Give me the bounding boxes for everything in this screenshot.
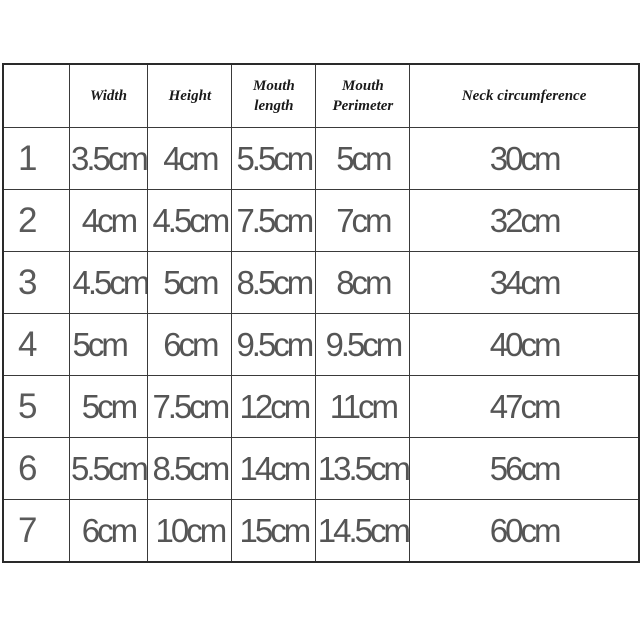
header-width: Width: [69, 64, 148, 128]
height-cell: 6cm: [148, 314, 232, 376]
mouth-length-cell: 7.5cm: [232, 190, 316, 252]
height-cell: 5cm: [148, 252, 232, 314]
neck-circumference-cell: 40cm: [410, 314, 639, 376]
header-mouth-perimeter: Mouth Perimeter: [316, 64, 410, 128]
mouth-perimeter-cell: 7cm: [316, 190, 410, 252]
neck-circumference-cell: 34cm: [410, 252, 639, 314]
mouth-perimeter-cell: 9.5cm: [316, 314, 410, 376]
height-cell: 8.5cm: [148, 438, 232, 500]
row-index: 6: [3, 438, 69, 500]
width-cell: 5cm: [69, 376, 148, 438]
header-neck-circumference: Neck circumference: [410, 64, 639, 128]
width-cell: 4.5cm: [69, 252, 148, 314]
neck-circumference-cell: 47cm: [410, 376, 639, 438]
header-index-cell: [3, 64, 69, 128]
table-row: [3, 376, 639, 438]
table-row: [3, 314, 639, 376]
mouth-length-cell: 12cm: [232, 376, 316, 438]
header-height: Height: [148, 64, 232, 128]
row-index: 4: [3, 314, 69, 376]
neck-circumference-cell: 56cm: [410, 438, 639, 500]
height-cell: 7.5cm: [148, 376, 232, 438]
neck-circumference-cell: 60cm: [410, 500, 639, 563]
mouth-length-cell: 8.5cm: [232, 252, 316, 314]
row-index: 3: [3, 252, 69, 314]
mouth-perimeter-cell: 5cm: [316, 128, 410, 190]
header-mouth-length: Mouth length: [232, 64, 316, 128]
row-index: 7: [3, 500, 69, 563]
mouth-perimeter-cell: 14.5cm: [316, 500, 410, 563]
mouth-perimeter-cell: 8cm: [316, 252, 410, 314]
row-index: 1: [3, 128, 69, 190]
row-index: 2: [3, 190, 69, 252]
neck-circumference-cell: 32cm: [410, 190, 639, 252]
mouth-length-cell: 9.5cm: [232, 314, 316, 376]
table-row: [3, 500, 639, 563]
height-cell: 10cm: [148, 500, 232, 563]
size-chart-table: [2, 63, 640, 563]
table-row: [3, 190, 639, 252]
table-row: [3, 252, 639, 314]
width-cell: 5cm: [69, 314, 148, 376]
mouth-length-cell: 5.5cm: [232, 128, 316, 190]
header-row: [3, 64, 639, 128]
mouth-perimeter-cell: 11cm: [316, 376, 410, 438]
width-cell: 6cm: [69, 500, 148, 563]
neck-circumference-cell: 30cm: [410, 128, 639, 190]
width-cell: 5.5cm: [69, 438, 148, 500]
width-cell: 3.5cm: [69, 128, 148, 190]
table-row: [3, 438, 639, 500]
mouth-length-cell: 14cm: [232, 438, 316, 500]
height-cell: 4cm: [148, 128, 232, 190]
row-index: 5: [3, 376, 69, 438]
mouth-length-cell: 15cm: [232, 500, 316, 563]
table-row: [3, 128, 639, 190]
width-cell: 4cm: [69, 190, 148, 252]
height-cell: 4.5cm: [148, 190, 232, 252]
mouth-perimeter-cell: 13.5cm: [316, 438, 410, 500]
